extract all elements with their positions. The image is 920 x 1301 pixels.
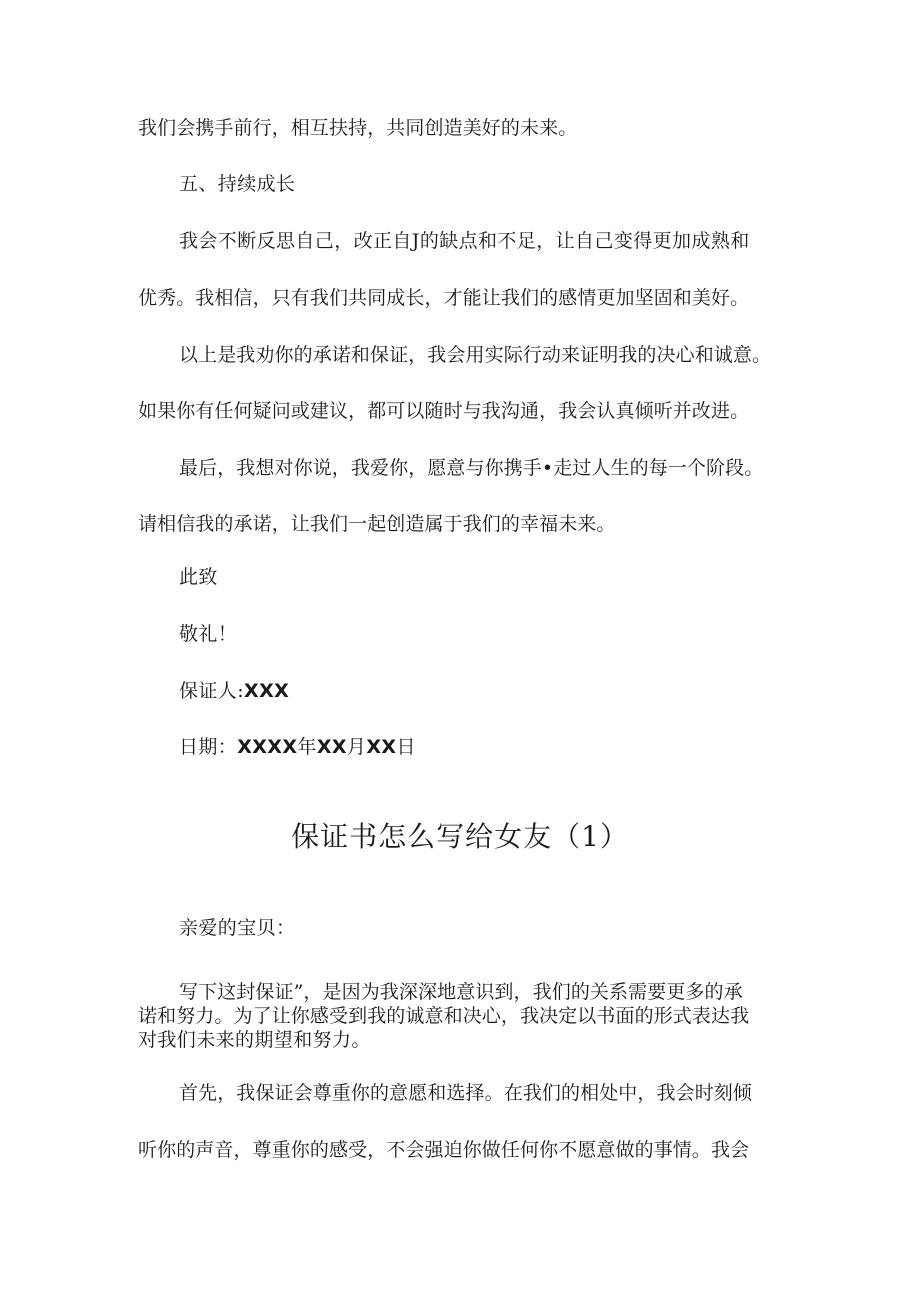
date-year: XXXX xyxy=(237,736,298,758)
greeting: 亲爱的宝贝： xyxy=(179,917,296,939)
paragraph-line: 如果你有任何疑问或建议，都可以随时与我沟通，我会认真倾听并改进。 xyxy=(138,400,750,422)
date-year-unit: 年 xyxy=(297,736,317,758)
guarantor-label: 保证人: xyxy=(179,680,245,702)
paragraph-line: 最后，我想对你说，我爱你，愿意与你携手•走过人生的每一个阶段。 xyxy=(179,457,764,479)
paragraph-line: 对我们未来的期望和努力。 xyxy=(138,1029,371,1051)
date-month-unit: 月 xyxy=(346,736,367,758)
paragraph-line: 首先，我保证会尊重你的意愿和选择。在我们的相处中，我会时刻倾 xyxy=(179,1082,753,1104)
paragraph-line: 写下这封保证”，是因为我深深地意识到，我们的关系需要更多的承 xyxy=(179,981,743,1003)
date-label: 日期： xyxy=(179,736,238,758)
date-line xyxy=(179,735,788,759)
closing-salutation: 此致 xyxy=(179,566,218,588)
paragraph-line: 优秀。我相信，只有我们共同成长，才能让我们的感情更加坚固和美好。 xyxy=(138,287,750,309)
paragraph-line: 我们会携手前行，相互扶持，共同创造美好的未来。 xyxy=(138,117,578,139)
closing-regards: 敬礼！ xyxy=(179,623,238,645)
paragraph-line: 听你的声音，尊重你的感受，不会强迫你做任何你不愿意做的事情。我会 xyxy=(138,1139,750,1161)
paragraph-line: 请相信我的承诺，让我们一起创造属于我们的幸福未来。 xyxy=(138,513,616,535)
date-day-unit: 日 xyxy=(396,736,416,758)
paragraph-line: 以上是我劝你的承诺和保证，我会用实际行动来证明我的决心和诚意。 xyxy=(179,344,772,366)
paragraph-line: 诺和努力。为了让你感受到我的诚意和决心，我决定以书面的形式表达我 xyxy=(138,1005,750,1027)
guarantor-line xyxy=(179,679,788,703)
guarantor-value: XXX xyxy=(244,680,290,702)
date-day: XX xyxy=(366,736,397,758)
section-heading: 五、持续成长 xyxy=(179,173,296,195)
paragraph-line: 我会不断反思自己，改正自J的缺点和不足，让自己变得更加成熟和 xyxy=(179,230,750,252)
date-month: XX xyxy=(316,736,347,758)
section-title: 保证书怎么写给女友（1） xyxy=(291,820,629,853)
